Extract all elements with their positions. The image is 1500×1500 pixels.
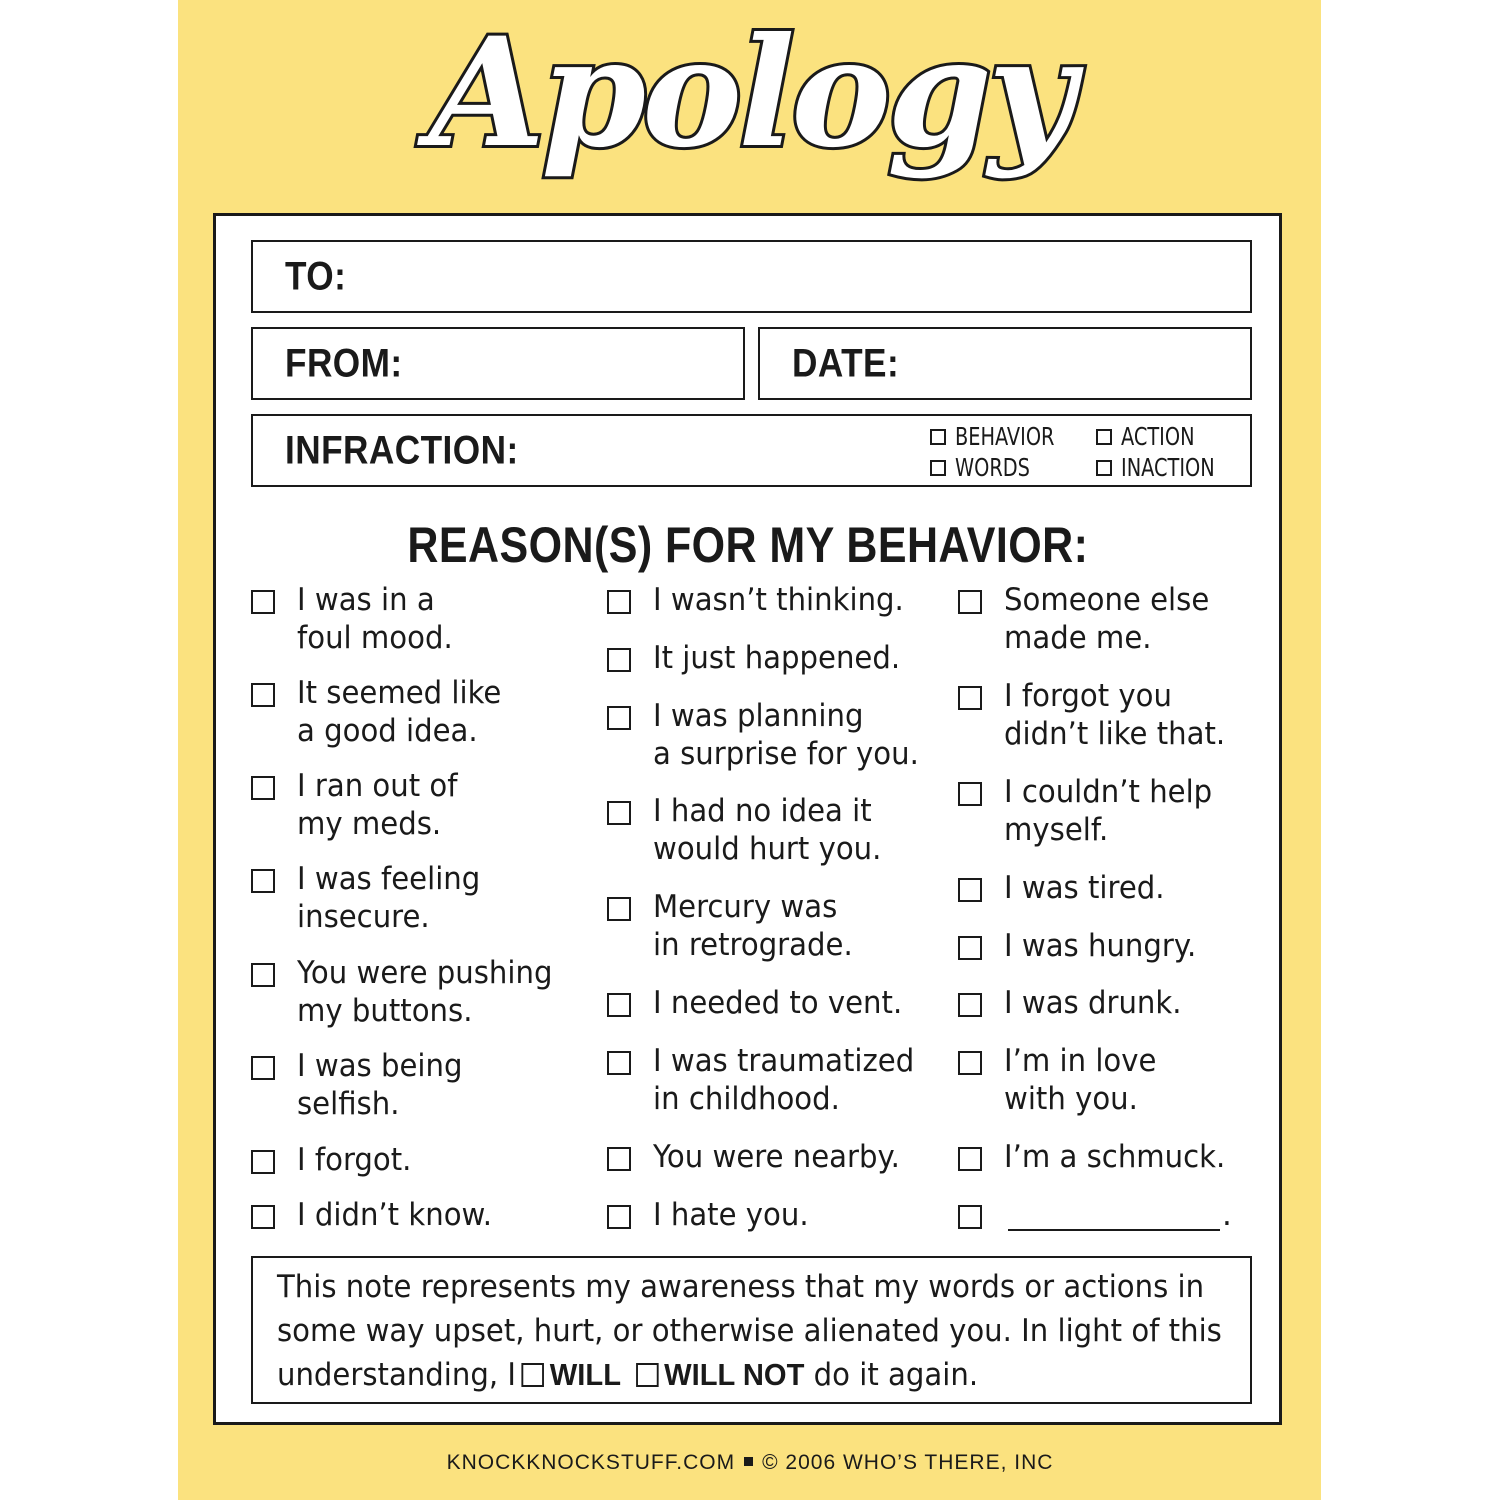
checkbox[interactable] <box>251 590 275 614</box>
title-text: Apology <box>428 5 1072 181</box>
checkbox[interactable] <box>1096 460 1112 476</box>
date-label: DATE: <box>792 341 900 385</box>
commitment-note <box>251 1256 1252 1404</box>
checkbox[interactable] <box>930 429 946 445</box>
checkbox[interactable] <box>607 993 631 1017</box>
will-label: WILL <box>549 1357 622 1392</box>
checkbox[interactable] <box>251 1150 275 1174</box>
to-field[interactable] <box>251 240 1252 313</box>
checkbox[interactable] <box>930 460 946 476</box>
from-label: FROM: <box>285 341 403 385</box>
checkbox[interactable] <box>1096 429 1112 445</box>
bullet-square-icon <box>744 1457 753 1466</box>
checkbox[interactable] <box>607 706 631 730</box>
infraction-input[interactable] <box>533 424 910 477</box>
footer <box>0 1451 1500 1475</box>
checkbox[interactable] <box>958 993 982 1017</box>
option-action[interactable]: ACTION <box>1096 423 1230 450</box>
from-field[interactable] <box>251 327 745 400</box>
checkbox[interactable] <box>958 1051 982 1075</box>
checkbox[interactable] <box>251 869 275 893</box>
note-line-1: This note represents my awareness that my words or actions in <box>277 1269 1205 1305</box>
checkbox[interactable] <box>607 801 631 825</box>
to-input[interactable] <box>373 250 1236 303</box>
date-field[interactable] <box>758 327 1252 400</box>
checkbox[interactable] <box>607 897 631 921</box>
will-not-label: WILL NOT <box>664 1357 805 1392</box>
checkbox[interactable] <box>958 1205 982 1229</box>
infraction-field[interactable] <box>251 414 1252 487</box>
checkbox[interactable] <box>607 1205 631 1229</box>
apology-form: TO: FROM: DATE: INFRACTION: BEHAVIOR ACTION WORDS INACTION REASON(S) FOR MY BEHAVIOR: I was in a foul mood. It seemed like a good idea. I ran out of my meds. I was feeling insecure. You were pushing my buttons. I was being selfish. I forgot. I didn’t know. I wasn’t thinking. It just happened. I was planning a surprise for you. I had no idea it would hurt you. Mercury was in retrograde. I needed to vent. I was traumatized in childhood. You were nearby. I hate you. Someone else made me. I forgot you didn’t like that. I couldn’t help myself. I was tired. I was hungry. I was drunk. I’m in love with you. I’m a schmuck. . This note represents my awareness that my words or actions in some way upset, hurt, or otherwise alienated you. In light of this understanding, I WILL WILL NOT do it again. <box>213 213 1282 1425</box>
reasons-heading: REASON(S) FOR MY BEHAVIOR: <box>407 517 1088 573</box>
checkbox[interactable] <box>251 776 275 800</box>
option-behavior[interactable]: BEHAVIOR <box>930 423 1096 450</box>
checkbox[interactable] <box>251 683 275 707</box>
checkbox[interactable] <box>607 1051 631 1075</box>
checkbox[interactable] <box>607 590 631 614</box>
from-input[interactable] <box>413 337 729 390</box>
checkbox[interactable] <box>958 878 982 902</box>
footer-site: KNOCKKNOCKSTUFF.COM <box>446 1451 736 1474</box>
checkbox[interactable] <box>251 963 275 987</box>
will-not-checkbox[interactable] <box>636 1363 659 1387</box>
to-label: TO: <box>285 254 347 298</box>
checkbox[interactable] <box>607 648 631 672</box>
footer-copyright: © 2006 WHO’S THERE, INC <box>762 1451 1054 1474</box>
infraction-options <box>930 423 1230 481</box>
apology-title <box>0 0 1500 200</box>
infraction-label: INFRACTION: <box>285 428 519 472</box>
checkbox[interactable] <box>958 936 982 960</box>
date-input[interactable] <box>910 337 1236 390</box>
write-in-line[interactable] <box>1008 1229 1220 1231</box>
checkbox[interactable] <box>251 1056 275 1080</box>
checkbox[interactable] <box>958 590 982 614</box>
title-logo <box>0 0 1500 200</box>
write-in-period: . <box>1222 1197 1232 1233</box>
checkbox[interactable] <box>607 1147 631 1171</box>
checkbox[interactable] <box>958 1147 982 1171</box>
will-checkbox[interactable] <box>522 1363 545 1387</box>
option-words[interactable]: WORDS <box>930 454 1096 481</box>
option-inaction[interactable]: INACTION <box>1096 454 1230 481</box>
checkbox[interactable] <box>251 1205 275 1229</box>
note-line-2: some way upset, hurt, or otherwise alienated you. In light of this <box>277 1312 1222 1349</box>
note-line-3: understanding, I WILL WILL NOT do it again. <box>277 1357 979 1393</box>
checkbox[interactable] <box>958 782 982 806</box>
checkbox[interactable] <box>958 686 982 710</box>
